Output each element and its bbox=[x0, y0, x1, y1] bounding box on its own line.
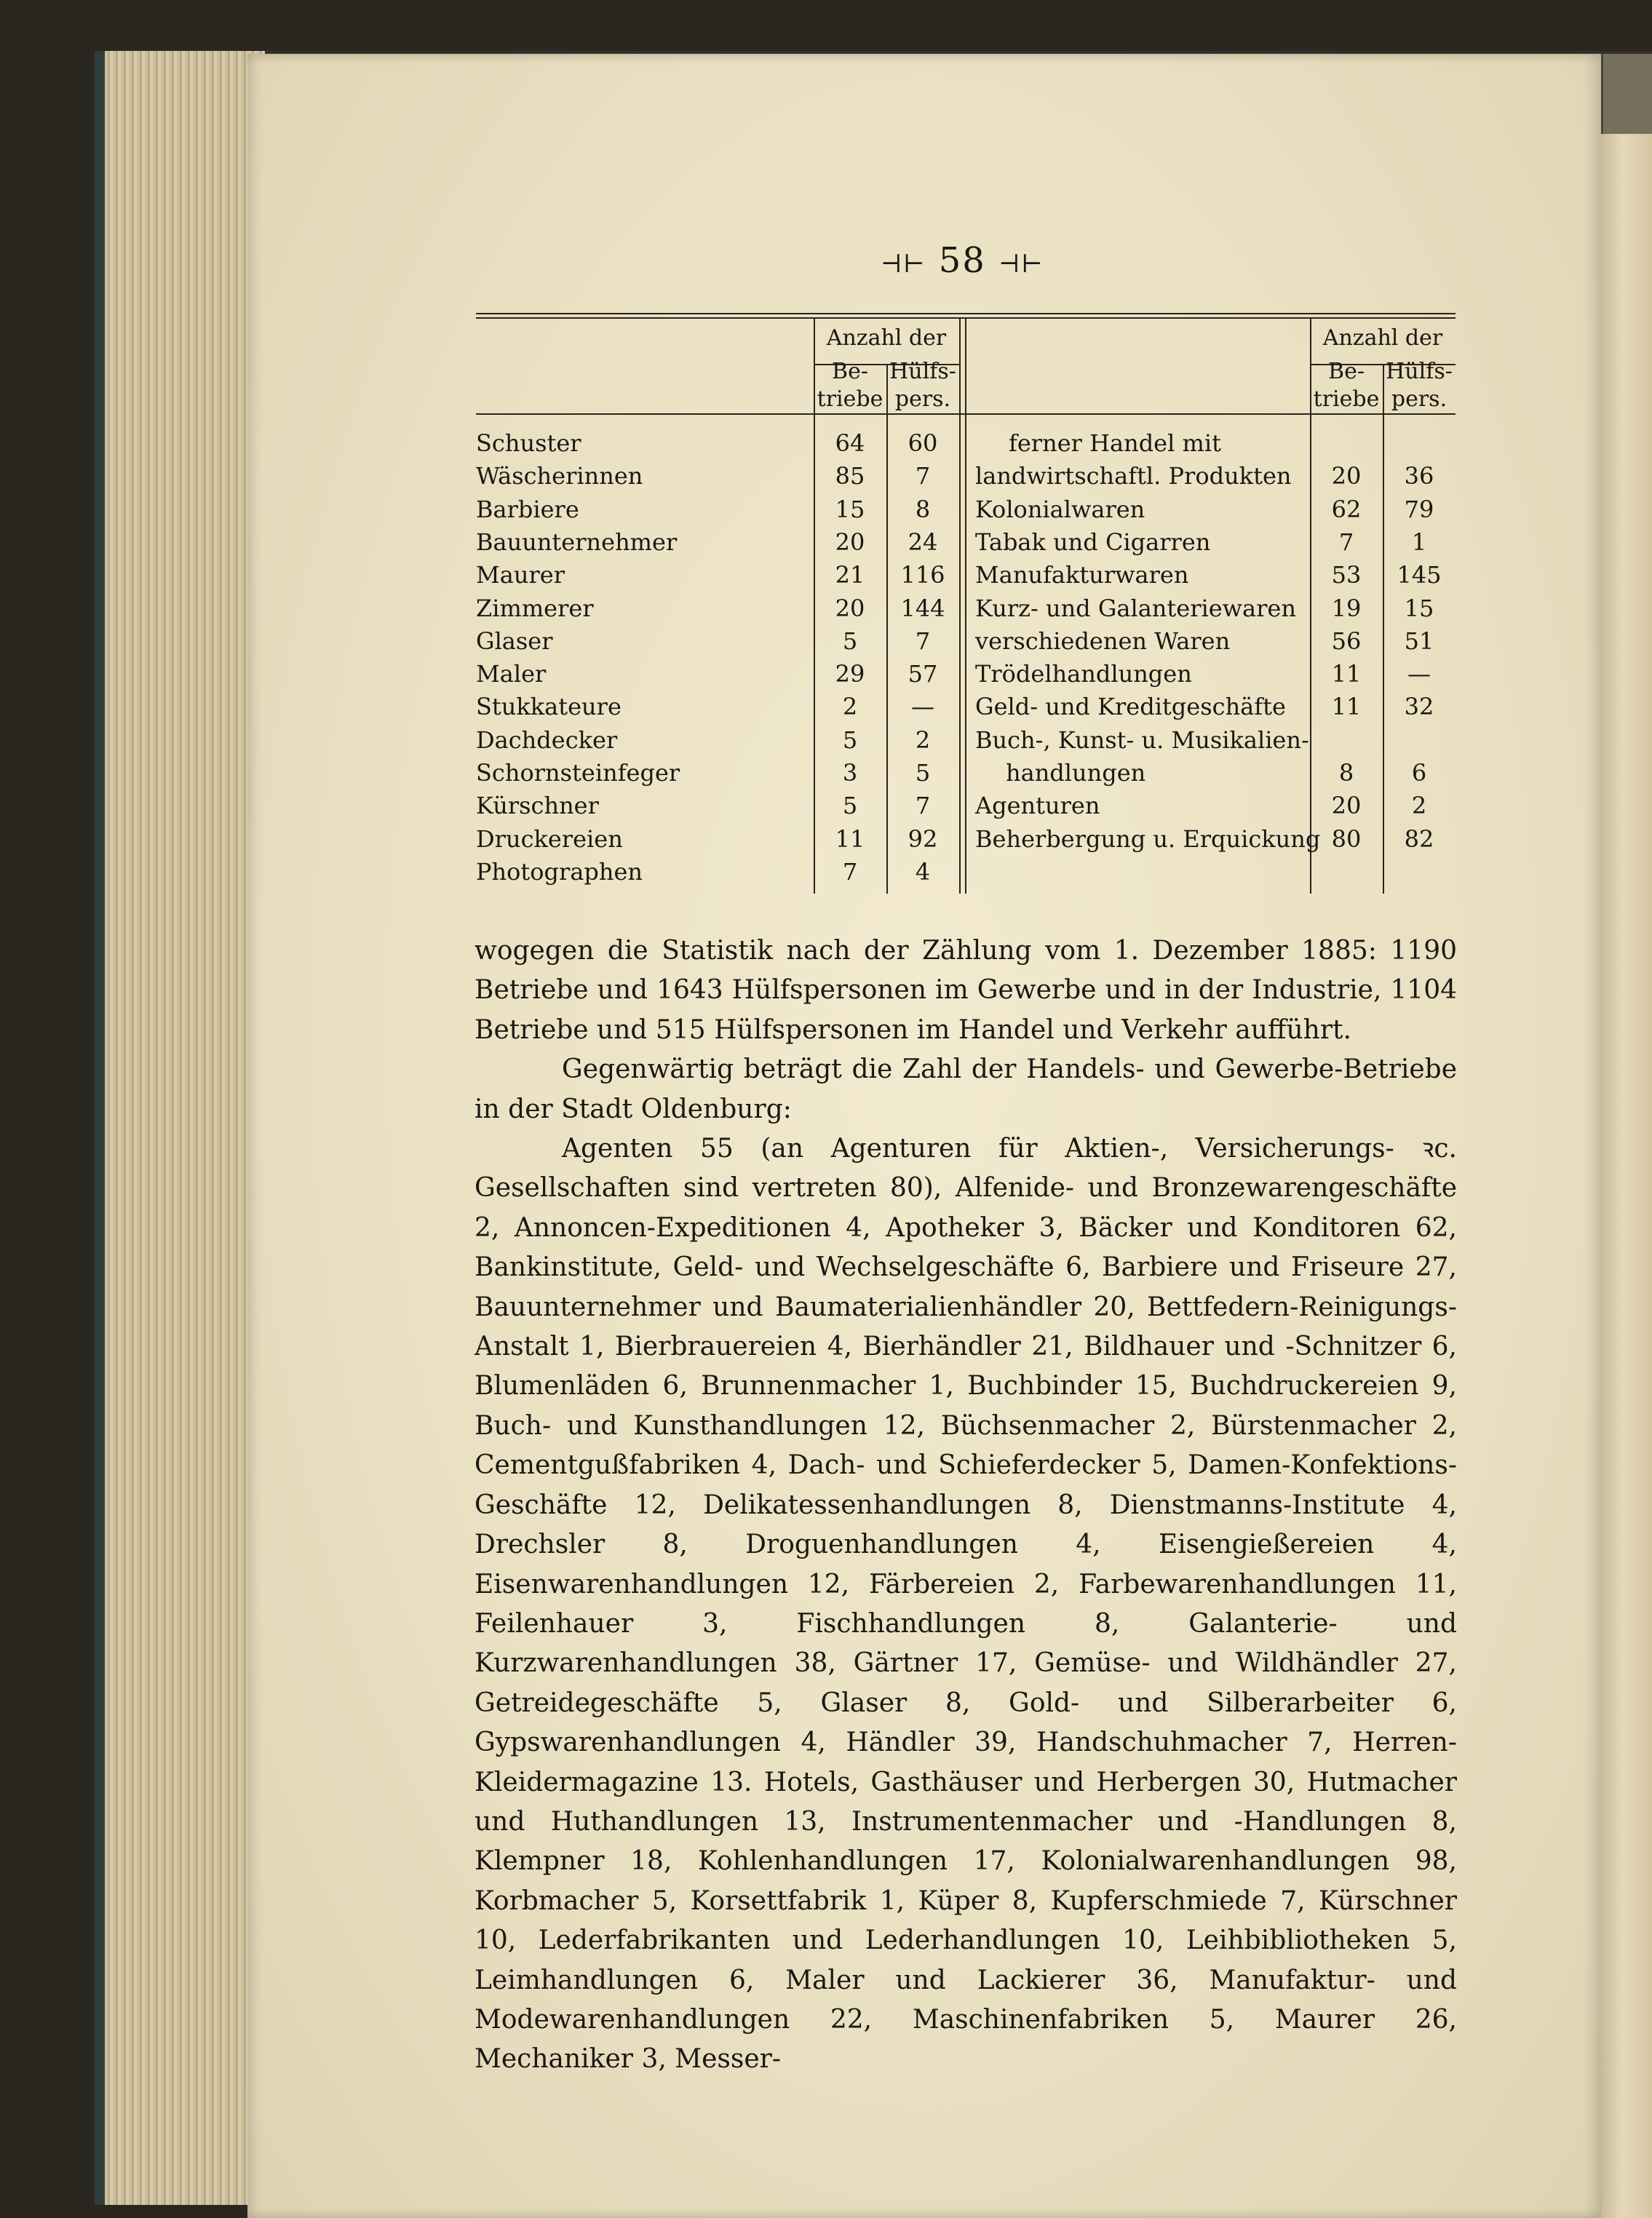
table-row-label: Druckereien bbox=[476, 824, 623, 853]
cell-huelfspers: 79 bbox=[1404, 495, 1434, 523]
cell-huelfspers: 92 bbox=[908, 824, 938, 853]
table-row-label: Beherbergung u. Erquickung bbox=[975, 824, 1321, 853]
page-number-value: 58 bbox=[938, 240, 986, 281]
left-col-betriebe: Be- triebe bbox=[817, 359, 883, 412]
cell-huelfspers: — bbox=[1407, 660, 1431, 688]
table-row-label: Schornsteinfeger bbox=[476, 759, 680, 787]
table-row-label: landwirtschaftl. Produkten bbox=[975, 462, 1292, 490]
table-row-label: Zimmerer bbox=[476, 594, 594, 622]
cell-huelfspers: 24 bbox=[908, 528, 938, 556]
cell-betriebe: 2 bbox=[842, 693, 858, 721]
cell-huelfspers: 7 bbox=[915, 627, 931, 655]
table-row-label: Kürschner bbox=[476, 792, 599, 820]
col-divider bbox=[965, 319, 966, 894]
table-row-label: Maurer bbox=[476, 561, 565, 589]
cell-betriebe: 80 bbox=[1331, 824, 1362, 853]
cell-huelfspers: 51 bbox=[1404, 627, 1434, 655]
table-row-label: Glaser bbox=[476, 627, 553, 655]
table-row-label: Geld- und Kreditgeschäfte bbox=[975, 693, 1286, 721]
paragraph: Gegenwärtig beträgt die Zahl der Handels- und Gewerbe-Betriebe in der Stadt Oldenburg: bbox=[474, 1054, 1457, 1124]
cell-huelfspers: — bbox=[911, 693, 934, 721]
table-row-label: Dachdecker bbox=[476, 726, 618, 754]
facing-page-edge bbox=[1601, 58, 1652, 2218]
table-row-label: Stukkateure bbox=[476, 693, 622, 721]
cell-huelfspers: 145 bbox=[1397, 561, 1442, 589]
table-row-label: verschiedenen Waren bbox=[975, 627, 1231, 655]
cell-betriebe: 29 bbox=[835, 660, 865, 688]
cell-betriebe: 5 bbox=[842, 627, 858, 655]
cell-betriebe: 3 bbox=[842, 759, 858, 787]
cell-huelfspers: 5 bbox=[915, 759, 931, 787]
cell-betriebe: 62 bbox=[1331, 495, 1362, 523]
cell-betriebe: 56 bbox=[1331, 627, 1362, 655]
cell-huelfspers: 8 bbox=[915, 495, 931, 523]
cell-betriebe: 11 bbox=[1331, 693, 1362, 721]
cell-betriebe: 5 bbox=[842, 792, 858, 820]
page-tab bbox=[1601, 54, 1652, 134]
table-row-label: Barbiere bbox=[476, 495, 579, 523]
table-row-label: Wäscherinnen bbox=[476, 462, 643, 490]
cell-huelfspers: 116 bbox=[900, 561, 945, 589]
cell-huelfspers: 60 bbox=[908, 429, 938, 457]
paragraph: wogegen die Statistik nach der Zählung vom 1. Dezember 1885: 1190 Betriebe und 1643 Hülfspersonen im Gewerbe und in der Industrie, 1104 Betriebe und 515 Hülfspersonen im Handel und Verkehr aufführt. bbox=[474, 936, 1457, 1045]
table-row-label: Maler bbox=[476, 660, 547, 688]
body-text bbox=[474, 931, 1457, 2080]
cell-betriebe: 64 bbox=[835, 429, 865, 457]
table-row-label: handlungen bbox=[1006, 759, 1146, 787]
cell-huelfspers: 32 bbox=[1404, 693, 1434, 721]
cell-huelfspers: 7 bbox=[915, 462, 931, 490]
cell-betriebe: 53 bbox=[1331, 561, 1362, 589]
table-row-label: Kolonialwaren bbox=[975, 495, 1145, 523]
table-row-label: Agenturen bbox=[975, 792, 1100, 820]
cell-huelfspers: 15 bbox=[1404, 594, 1434, 622]
col-divider bbox=[959, 319, 961, 894]
cell-huelfspers: 2 bbox=[915, 726, 931, 754]
cell-huelfspers: 57 bbox=[908, 660, 938, 688]
cell-betriebe: 7 bbox=[1338, 528, 1354, 556]
cell-betriebe: 8 bbox=[1338, 759, 1354, 787]
cell-betriebe: 7 bbox=[842, 857, 858, 886]
cell-huelfspers: 7 bbox=[915, 792, 931, 820]
left-group-header: Anzahl der bbox=[826, 325, 947, 351]
table-row-label: Kurz- und Galanteriewaren bbox=[975, 594, 1296, 622]
cell-betriebe: 20 bbox=[1331, 462, 1362, 490]
right-col-huelfspers: Hülfs- pers. bbox=[1386, 359, 1453, 412]
cell-huelfspers: 82 bbox=[1404, 824, 1434, 853]
cell-betriebe: 85 bbox=[835, 462, 865, 490]
cell-betriebe: 5 bbox=[842, 726, 858, 754]
table-row-label: Trödelhandlungen bbox=[975, 660, 1192, 688]
ornament-right: ⊣⊢ bbox=[998, 250, 1044, 279]
table-top-rule bbox=[476, 313, 1456, 314]
left-col-huelfspers: Hülfs- pers. bbox=[889, 359, 956, 412]
statistics-table bbox=[476, 313, 1456, 895]
book-page-edges bbox=[95, 51, 265, 2205]
page-number bbox=[881, 240, 1044, 281]
table-row-label: ferner Handel mit bbox=[1009, 429, 1221, 457]
table-row-label: Buch-, Kunst- u. Musikalien- bbox=[975, 726, 1309, 754]
right-col-betriebe: Be- triebe bbox=[1313, 359, 1380, 412]
cell-betriebe: 20 bbox=[1331, 792, 1362, 820]
cell-betriebe: 20 bbox=[835, 528, 865, 556]
cell-betriebe: 20 bbox=[835, 594, 865, 622]
cell-betriebe: 19 bbox=[1331, 594, 1362, 622]
right-group-header: Anzahl der bbox=[1322, 325, 1443, 351]
cell-huelfspers: 144 bbox=[900, 594, 945, 622]
cell-huelfspers: 36 bbox=[1404, 462, 1434, 490]
cell-huelfspers: 4 bbox=[915, 857, 931, 886]
cell-huelfspers: 6 bbox=[1411, 759, 1427, 787]
table-row-label: Schuster bbox=[476, 429, 581, 457]
ornament-left: ⊣⊢ bbox=[881, 250, 926, 279]
cell-betriebe: 11 bbox=[835, 824, 865, 853]
cell-betriebe: 21 bbox=[835, 561, 865, 589]
cell-betriebe: 11 bbox=[1331, 660, 1362, 688]
cell-betriebe: 15 bbox=[835, 495, 865, 523]
table-row-label: Manufakturwaren bbox=[975, 561, 1189, 589]
cell-huelfspers: 2 bbox=[1411, 792, 1427, 820]
table-row-label: Bauunternehmer bbox=[476, 528, 678, 556]
paragraph: Agenten 55 (an Agenturen für Aktien-, Versicherungs- ꝛc. Gesellschaften sind vertreten 80), Alfenide- und Bronzewarengeschäfte 2, Annoncen-Expeditionen 4, Apotheker 3, Bäcker und Konditoren 62, Bankinstitute, Geld- und Wechselgeschäfte 6, Barbiere und Friseure 27, Bauunternehmer und Baumaterialienhändler 20, Bettfedern-Reinigungs-Anstalt 1, Bierbrauereien 4, Bierhändler 21, Bildhauer und -Schnitzer 6, Blumenläden 6, Brunnenmacher 1, Buchbinder 15, Buchdruckereien 9, Buch- und Kunsthandlungen 12, Büchsenmacher 2, Bürstenmacher 2, Cementgußfabriken 4, Dach- und Schieferdecker 5, Damen-Konfektions-Geschäfte 12, Delikatessenhandlungen 8, Dienstmanns-Institute 4, Drechsler 8, Droguenhandlungen 4, Eisengießereien 4, Eisenwarenhandlungen 12, Färbereien 2, Farbewarenhandlungen 11, Feilenhauer 3, Fischhandlungen 8, Galanterie- und Kurzwarenhandlungen 38, Gärtner 17, Gemüse- und Wildhändler 27, Getreidegeschäfte 5, Glaser 8, Gold- und Silberarbeiter 6, Gypswarenhandlungen 4, Händler 39, Handschuhmacher 7, Herren-Kleidermagazine 13. Hotels, Gasthäuser und Herbergen 30, Hutmacher und Huthandlungen 13, Instrumentenmacher und -Handlungen 8, Klempner 18, Kohlenhandlungen 17, Kolonialwarenhandlungen 98, Korbmacher 5, Korsettfabrik 1, Küper 8, Kupferschmiede 7, Kürschner 10, Lederfabrikanten und Lederhandlungen 10, Leihbibliotheken 5, Leimhandlungen 6, Maler und Lackierer 36, Manufaktur- und Modewarenhandlungen 22, Maschinenfabriken 5, Maurer 26, Mechaniker 3, Messer- bbox=[474, 1134, 1457, 2075]
table-row-label: Photographen bbox=[476, 857, 643, 886]
cell-huelfspers: 1 bbox=[1411, 528, 1427, 556]
table-row-label: Tabak und Cigarren bbox=[975, 528, 1211, 556]
